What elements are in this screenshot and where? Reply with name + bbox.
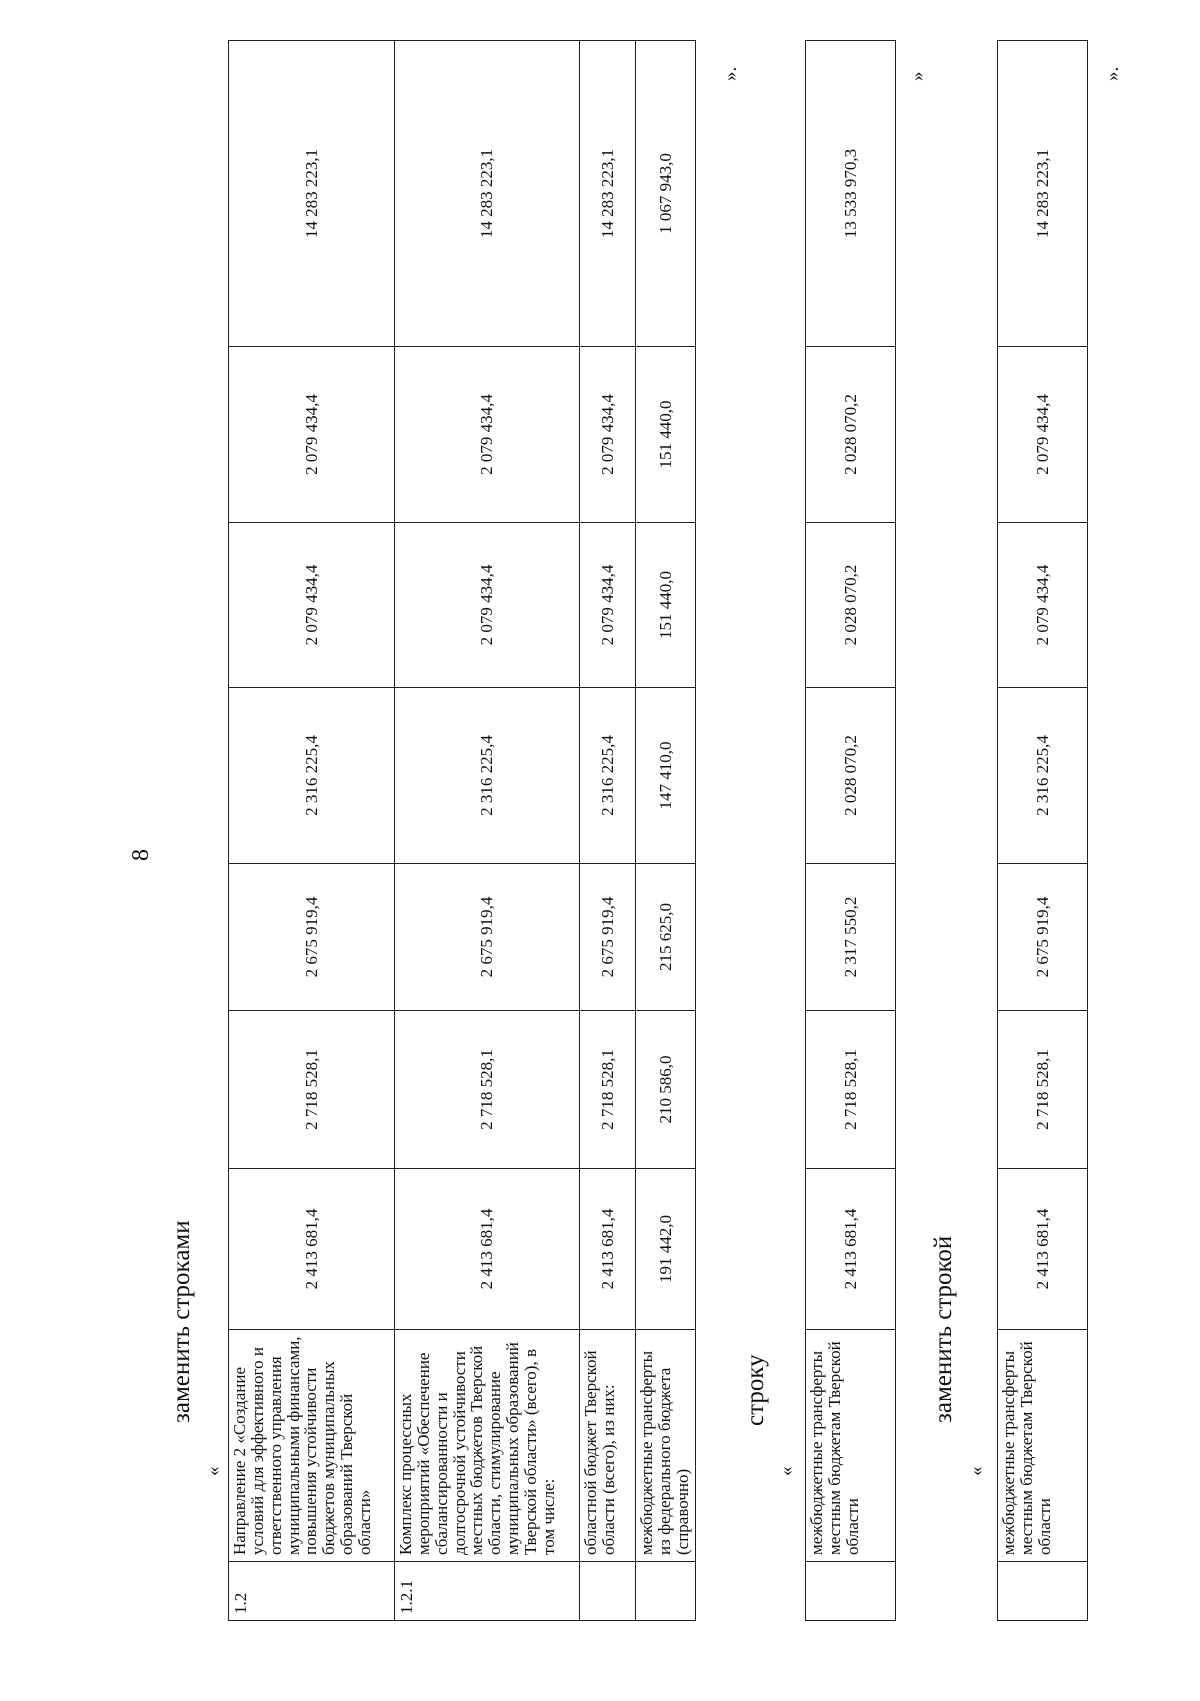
- value-cell-c2: 2 718 528,1: [229, 1011, 395, 1169]
- value-cell-c3: 2 675 919,4: [998, 864, 1088, 1011]
- value-cell-c7: 1 067 943,0: [636, 41, 696, 347]
- value-cell-c5: 2 079 434,4: [998, 523, 1088, 688]
- value-cell-c5: 151 440,0: [636, 523, 696, 688]
- value-cell-c1: 2 413 681,4: [580, 1169, 636, 1330]
- table-row: [395, 41, 580, 1621]
- row-number-cell: [998, 1562, 1088, 1621]
- value-cell-c6: 2 079 434,4: [998, 347, 1088, 523]
- section1-open-quote: «: [203, 1466, 224, 1476]
- value-cell-c7: 14 283 223,1: [229, 41, 395, 347]
- section2-lead: строку: [742, 1354, 769, 1426]
- value-cell-c7: 13 533 970,3: [806, 41, 896, 347]
- row-number-cell: 1.2: [229, 1562, 395, 1621]
- value-cell-c5: 2 079 434,4: [229, 523, 395, 688]
- section1-close-quote: ».: [720, 66, 741, 81]
- section2-open-quote: «: [776, 1466, 797, 1476]
- table-row: [998, 41, 1088, 1621]
- value-cell-c1: 191 442,0: [636, 1169, 696, 1330]
- section3-close-quote: ».: [1102, 66, 1123, 81]
- value-cell-c4: 147 410,0: [636, 688, 696, 864]
- value-cell-c7: 14 283 223,1: [580, 41, 636, 347]
- value-cell-c2: 2 718 528,1: [580, 1011, 636, 1169]
- value-cell-c5: 2 079 434,4: [580, 523, 636, 688]
- value-cell-c6: 151 440,0: [636, 347, 696, 523]
- value-cell-c1: 2 413 681,4: [229, 1169, 395, 1330]
- row-name-cell: областной бюджет Тверской области (всего), из них:: [580, 1330, 636, 1562]
- row-name-cell: Направление 2 «Создание условий для эффективного и ответственного управления муниципальными финансами, повышения устойчивости бюджетов муниципальных образований Тверской области»: [229, 1330, 395, 1562]
- value-cell-c3: 2 317 550,2: [806, 864, 896, 1011]
- section3-table: [997, 40, 1088, 1621]
- value-cell-c1: 2 413 681,4: [806, 1169, 896, 1330]
- value-cell-c4: 2 028 070,2: [806, 688, 896, 864]
- section2-table: [805, 40, 896, 1621]
- section1-lead: заменить строками: [168, 1220, 195, 1423]
- value-cell-c3: 2 675 919,4: [395, 864, 580, 1011]
- row-name-cell: межбюджетные трансферты из федерального бюджета (справочно): [636, 1330, 696, 1562]
- value-cell-c7: 14 283 223,1: [998, 41, 1088, 347]
- value-cell-c3: 2 675 919,4: [580, 864, 636, 1011]
- value-cell-c3: 215 625,0: [636, 864, 696, 1011]
- value-cell-c2: 2 718 528,1: [998, 1011, 1088, 1169]
- value-cell-c6: 2 079 434,4: [580, 347, 636, 523]
- section2-close-quote: »: [907, 71, 928, 81]
- value-cell-c2: 2 718 528,1: [806, 1011, 896, 1169]
- table-row: [636, 41, 696, 1621]
- section3-lead: заменить строкой: [930, 1235, 957, 1423]
- row-name-cell: межбюджетные трансферты местным бюджетам Тверской области: [998, 1330, 1088, 1562]
- table-row: [229, 41, 395, 1621]
- value-cell-c2: 210 586,0: [636, 1011, 696, 1169]
- row-name-cell: Комплекс процессных мероприятий «Обеспечение сбалансированности и долгосрочной устойчивости местных бюджетов Тверской области, стимулирование муниципальных образований Тверской области» (всего), в том числе:: [395, 1330, 580, 1562]
- value-cell-c4: 2 316 225,4: [998, 688, 1088, 864]
- value-cell-c4: 2 316 225,4: [395, 688, 580, 864]
- value-cell-c5: 2 028 070,2: [806, 523, 896, 688]
- value-cell-c1: 2 413 681,4: [998, 1169, 1088, 1330]
- value-cell-c5: 2 079 434,4: [395, 523, 580, 688]
- row-name-cell: межбюджетные трансферты местным бюджетам Тверской области: [806, 1330, 896, 1562]
- row-number-cell: [806, 1562, 896, 1621]
- row-number-cell: [580, 1562, 636, 1621]
- page-number: 8: [128, 849, 154, 861]
- value-cell-c6: 2 079 434,4: [229, 347, 395, 523]
- value-cell-c4: 2 316 225,4: [229, 688, 395, 864]
- table-row: [580, 41, 636, 1621]
- value-cell-c7: 14 283 223,1: [395, 41, 580, 347]
- value-cell-c1: 2 413 681,4: [395, 1169, 580, 1330]
- value-cell-c4: 2 316 225,4: [580, 688, 636, 864]
- value-cell-c6: 2 079 434,4: [395, 347, 580, 523]
- row-number-cell: [636, 1562, 696, 1621]
- row-number-cell: 1.2.1: [395, 1562, 580, 1621]
- value-cell-c6: 2 028 070,2: [806, 347, 896, 523]
- section3-open-quote: «: [966, 1466, 987, 1476]
- value-cell-c2: 2 718 528,1: [395, 1011, 580, 1169]
- table-row: [806, 41, 896, 1621]
- value-cell-c3: 2 675 919,4: [229, 864, 395, 1011]
- section1-table: [228, 40, 696, 1621]
